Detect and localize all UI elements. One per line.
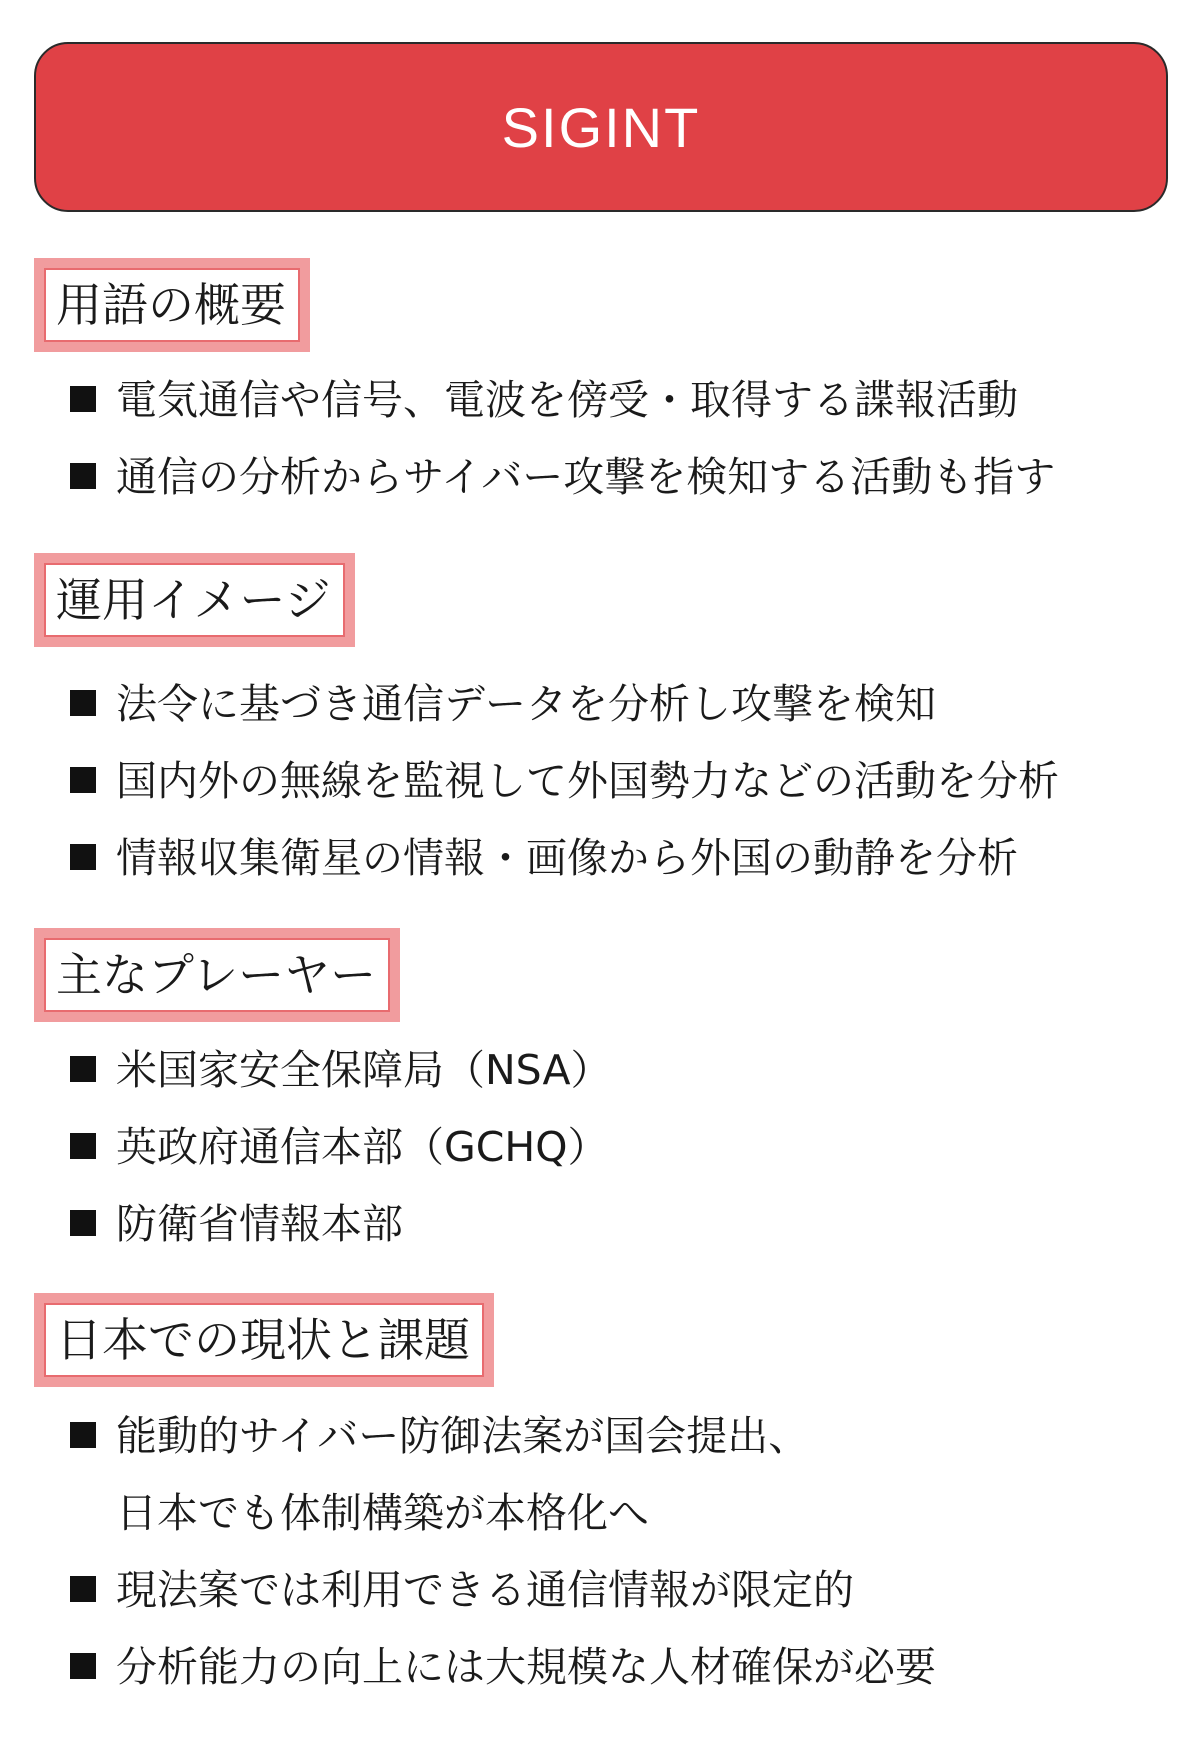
list-item-text: 防衛省情報本部 <box>116 1200 403 1248</box>
list-item <box>70 1032 612 1109</box>
black-square-icon <box>70 362 116 439</box>
section-heading-players <box>34 928 400 1022</box>
black-square-icon <box>70 820 116 897</box>
black-square-icon <box>70 1109 116 1186</box>
list-item-text: 情報収集衛星の情報・画像から外国の動静を分析 <box>116 834 1018 882</box>
list-item <box>70 743 1059 820</box>
black-square-icon <box>70 1552 116 1629</box>
black-square-icon <box>70 1186 116 1263</box>
list-item-text: 分析能力の向上には大規模な人材確保が必要 <box>116 1643 936 1691</box>
black-square-icon <box>70 1629 116 1706</box>
bullet-list-status <box>70 1398 936 1706</box>
black-square-icon <box>70 439 116 516</box>
black-square-icon <box>70 666 116 743</box>
list-item <box>70 666 1059 743</box>
bullet-list-operation <box>70 666 1059 897</box>
list-item-text: 能動的サイバー防御法案が国会提出、 <box>116 1412 810 1460</box>
black-square-icon <box>70 1032 116 1109</box>
section-heading-label: 日本での現状と課題 <box>44 1303 484 1377</box>
section-heading-operation <box>34 553 355 647</box>
list-item-text: 通信の分析からサイバー攻撃を検知する活動も指す <box>116 453 1056 501</box>
list-item <box>70 439 1055 516</box>
black-square-icon <box>70 1398 116 1475</box>
list-item-text: 国内外の無線を監視して外国勢力などの活動を分析 <box>116 757 1059 805</box>
list-item <box>70 820 1059 897</box>
page-title: SIGINT <box>501 95 701 159</box>
list-item-text: 法令に基づき通信データを分析し攻撃を検知 <box>116 680 936 728</box>
list-item <box>70 1552 936 1629</box>
list-item-text: 英政府通信本部（GCHQ） <box>116 1123 609 1171</box>
list-item-text: 現法案では利用できる通信情報が限定的 <box>116 1566 854 1614</box>
list-item <box>70 1186 612 1263</box>
list-item <box>70 362 1055 439</box>
black-square-icon <box>70 743 116 820</box>
section-heading-status <box>34 1293 494 1387</box>
bullet-list-players <box>70 1032 612 1263</box>
list-item-text-continuation: 日本でも体制構築が本格化へ <box>116 1489 649 1537</box>
section-heading-overview <box>34 258 310 352</box>
bullet-list-overview <box>70 362 1055 516</box>
list-item <box>70 1398 936 1552</box>
list-item-text: 米国家安全保障局（NSA） <box>116 1046 612 1094</box>
list-item <box>70 1629 936 1706</box>
list-item <box>70 1109 612 1186</box>
section-heading-label: 運用イメージ <box>44 563 345 637</box>
list-item-text: 電気通信や信号、電波を傍受・取得する諜報活動 <box>116 376 1018 424</box>
title-banner <box>34 42 1168 212</box>
section-heading-label: 用語の概要 <box>44 268 300 342</box>
section-heading-label: 主なプレーヤー <box>44 938 390 1012</box>
